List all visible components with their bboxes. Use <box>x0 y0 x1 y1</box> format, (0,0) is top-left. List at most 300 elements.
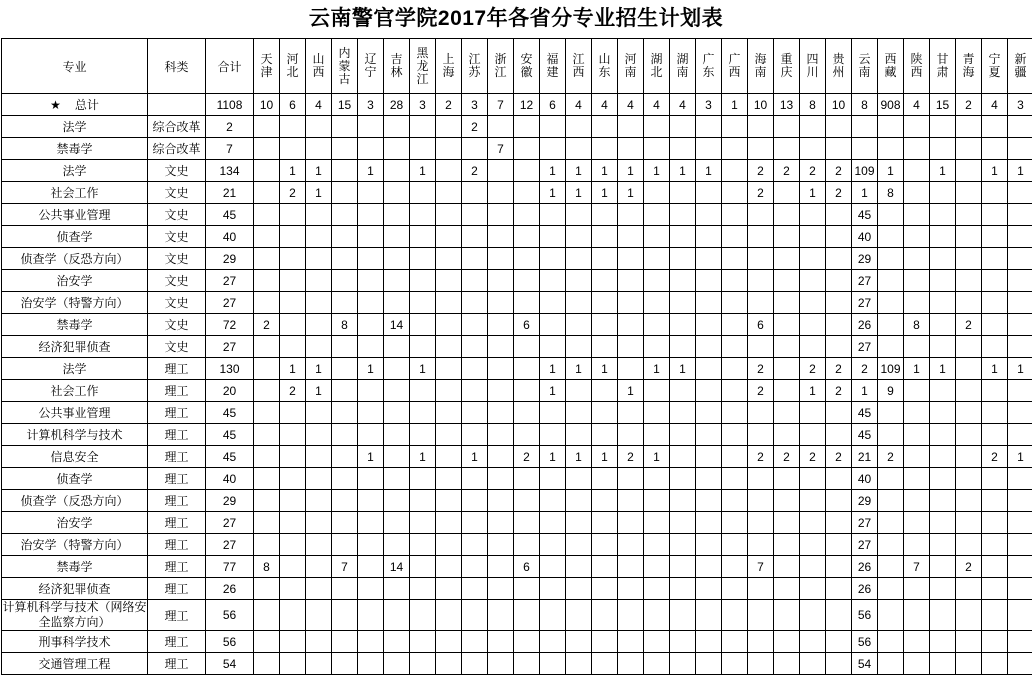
cell-province-value <box>254 534 280 556</box>
cell-province-value: 27 <box>852 512 878 534</box>
cell-province-value: 1 <box>566 182 592 204</box>
cell-province-value <box>358 534 384 556</box>
cell-province-value <box>306 534 332 556</box>
cell-province-value <box>592 138 618 160</box>
cell-province-value <box>826 116 852 138</box>
cell-province-value <box>462 424 488 446</box>
cell-province-value: 1 <box>306 380 332 402</box>
cell-province-value <box>904 270 930 292</box>
cell-province-value <box>878 226 904 248</box>
cell-province-value <box>280 204 306 226</box>
cell-province-value: 9 <box>878 380 904 402</box>
cell-province-value <box>826 204 852 226</box>
cell-province-value <box>436 182 462 204</box>
cell-province-value <box>358 138 384 160</box>
cell-province-value <box>904 490 930 512</box>
cell-major: 治安学 <box>2 512 148 534</box>
cell-province-value: 2 <box>748 380 774 402</box>
cell-province-value <box>540 631 566 653</box>
cell-kelei: 理工 <box>148 512 206 534</box>
cell-province-value <box>982 534 1008 556</box>
cell-province-value <box>722 336 748 358</box>
cell-province-value <box>618 490 644 512</box>
cell-province-value <box>280 270 306 292</box>
cell-province-value <box>514 292 540 314</box>
cell-province-value <box>514 424 540 446</box>
cell-province-value <box>254 138 280 160</box>
cell-province-value <box>878 204 904 226</box>
cell-province-value <box>436 402 462 424</box>
cell-province-value <box>1008 424 1032 446</box>
cell-province-value <box>878 556 904 578</box>
cell-province-value <box>982 226 1008 248</box>
cell-province-value: 1 <box>280 358 306 380</box>
cell-province-value <box>540 424 566 446</box>
cell-province-value <box>852 138 878 160</box>
header-province: 内蒙古 <box>332 39 358 94</box>
cell-province-value <box>436 226 462 248</box>
cell-province-value <box>410 314 436 336</box>
cell-province-value <box>462 556 488 578</box>
header-province: 黑龙江 <box>410 39 436 94</box>
cell-province-value <box>1008 534 1032 556</box>
cell-province-value: 2 <box>982 446 1008 468</box>
cell-province-value <box>670 204 696 226</box>
cell-province-value <box>748 270 774 292</box>
cell-province-value <box>1008 314 1032 336</box>
cell-province-value <box>488 402 514 424</box>
cell-province-value <box>436 314 462 336</box>
cell-province-value <box>696 358 722 380</box>
cell-province-value <box>306 116 332 138</box>
cell-province-value <box>254 358 280 380</box>
cell-province-value <box>956 116 982 138</box>
cell-province-value <box>332 358 358 380</box>
cell-province-value <box>1008 556 1032 578</box>
cell-province-value: 2 <box>618 446 644 468</box>
cell-province-value <box>982 578 1008 600</box>
cell-province-value <box>540 248 566 270</box>
cell-province-value: 4 <box>982 94 1008 116</box>
cell-kelei: 理工 <box>148 490 206 512</box>
cell-province-value <box>670 490 696 512</box>
cell-province-value <box>384 182 410 204</box>
table-row <box>2 653 1032 675</box>
cell-province-value <box>644 336 670 358</box>
cell-province-value <box>514 631 540 653</box>
cell-province-value <box>280 424 306 446</box>
cell-province-value <box>384 248 410 270</box>
cell-province-value <box>774 314 800 336</box>
cell-province-value: 14 <box>384 556 410 578</box>
table-row <box>2 204 1032 226</box>
cell-province-value <box>618 468 644 490</box>
cell-province-value <box>618 512 644 534</box>
cell-province-value <box>722 380 748 402</box>
cell-province-value <box>410 402 436 424</box>
cell-province-value: 1 <box>410 160 436 182</box>
cell-province-value <box>696 292 722 314</box>
cell-province-value <box>358 468 384 490</box>
cell-province-value <box>774 270 800 292</box>
cell-province-value <box>826 512 852 534</box>
cell-province-value: 1 <box>540 446 566 468</box>
cell-province-value <box>644 270 670 292</box>
cell-province-value <box>982 380 1008 402</box>
cell-major: 计算机科学与技术（网络安全监察方向） <box>2 600 148 631</box>
cell-province-value <box>904 600 930 631</box>
cell-province-value <box>722 653 748 675</box>
cell-province-value <box>956 600 982 631</box>
cell-province-value <box>956 204 982 226</box>
cell-province-value: 3 <box>358 94 384 116</box>
cell-province-value <box>878 424 904 446</box>
cell-province-value <box>384 116 410 138</box>
cell-province-value <box>540 292 566 314</box>
cell-province-value <box>280 578 306 600</box>
cell-province-value <box>540 600 566 631</box>
table-row <box>2 600 1032 631</box>
header-province: 河北 <box>280 39 306 94</box>
cell-province-value <box>280 138 306 160</box>
cell-province-value <box>488 653 514 675</box>
cell-province-value <box>800 226 826 248</box>
cell-kelei: 文史 <box>148 204 206 226</box>
cell-province-value: 1 <box>930 358 956 380</box>
cell-province-value <box>436 490 462 512</box>
cell-province-value <box>696 336 722 358</box>
cell-province-value <box>904 380 930 402</box>
cell-province-value: 7 <box>488 138 514 160</box>
cell-province-value <box>436 446 462 468</box>
cell-province-value <box>878 512 904 534</box>
cell-kelei: 理工 <box>148 358 206 380</box>
cell-province-value <box>800 600 826 631</box>
cell-province-value <box>774 182 800 204</box>
cell-province-value <box>592 402 618 424</box>
cell-province-value <box>280 402 306 424</box>
cell-province-value <box>644 138 670 160</box>
cell-province-value <box>618 138 644 160</box>
cell-province-value: 1 <box>566 160 592 182</box>
cell-province-value <box>332 380 358 402</box>
cell-province-value <box>384 336 410 358</box>
cell-province-value: 54 <box>852 653 878 675</box>
cell-province-value <box>462 182 488 204</box>
cell-province-value <box>306 292 332 314</box>
cell-province-value: 1 <box>462 446 488 468</box>
cell-province-value <box>670 424 696 446</box>
cell-total: 56 <box>206 631 254 653</box>
table-row <box>2 468 1032 490</box>
cell-province-value <box>696 138 722 160</box>
cell-province-value <box>774 424 800 446</box>
cell-province-value <box>800 631 826 653</box>
cell-province-value <box>332 138 358 160</box>
cell-province-value <box>592 204 618 226</box>
cell-province-value <box>878 468 904 490</box>
cell-province-value <box>592 600 618 631</box>
cell-province-value <box>410 380 436 402</box>
cell-province-value: 1 <box>540 380 566 402</box>
cell-province-value <box>800 204 826 226</box>
cell-province-value <box>566 380 592 402</box>
table-row <box>2 490 1032 512</box>
cell-province-value <box>748 534 774 556</box>
cell-province-value <box>566 116 592 138</box>
cell-province-value: 1 <box>592 446 618 468</box>
cell-province-value <box>748 631 774 653</box>
cell-province-value <box>384 292 410 314</box>
cell-province-value <box>332 653 358 675</box>
cell-province-value <box>358 248 384 270</box>
cell-province-value: 27 <box>852 292 878 314</box>
cell-province-value <box>696 490 722 512</box>
cell-province-value: 10 <box>748 94 774 116</box>
cell-province-value <box>904 204 930 226</box>
cell-province-value <box>722 270 748 292</box>
header-province: 宁夏 <box>982 39 1008 94</box>
cell-province-value: 6 <box>540 94 566 116</box>
cell-province-value <box>410 490 436 512</box>
cell-province-value <box>332 292 358 314</box>
cell-province-value <box>280 336 306 358</box>
cell-province-value <box>826 424 852 446</box>
cell-province-value: 56 <box>852 600 878 631</box>
cell-province-value <box>826 578 852 600</box>
cell-province-value <box>956 336 982 358</box>
total-text: 总计 <box>75 98 99 112</box>
cell-province-value <box>774 512 800 534</box>
cell-province-value: 1 <box>852 380 878 402</box>
cell-province-value <box>384 204 410 226</box>
cell-province-value: 1 <box>982 358 1008 380</box>
cell-province-value: 1 <box>670 358 696 380</box>
cell-province-value: 1 <box>696 160 722 182</box>
cell-province-value <box>618 578 644 600</box>
cell-province-value <box>644 468 670 490</box>
cell-province-value <box>618 292 644 314</box>
cell-province-value <box>592 116 618 138</box>
cell-province-value <box>332 182 358 204</box>
header-province: 贵州 <box>826 39 852 94</box>
cell-province-value <box>1008 292 1032 314</box>
cell-kelei: 文史 <box>148 314 206 336</box>
cell-province-value: 45 <box>852 402 878 424</box>
cell-province-value <box>670 248 696 270</box>
cell-province-value <box>722 600 748 631</box>
cell-province-value <box>436 556 462 578</box>
cell-province-value: 27 <box>852 534 878 556</box>
cell-kelei: 文史 <box>148 248 206 270</box>
cell-province-value <box>826 653 852 675</box>
cell-major: 刑事科学技术 <box>2 631 148 653</box>
cell-province-value <box>878 248 904 270</box>
cell-province-value: 1 <box>306 182 332 204</box>
cell-province-value <box>982 490 1008 512</box>
table-row <box>2 512 1032 534</box>
cell-province-value <box>566 512 592 534</box>
table-row <box>2 380 1032 402</box>
header-province: 重庆 <box>774 39 800 94</box>
cell-kelei: 文史 <box>148 160 206 182</box>
cell-province-value <box>540 116 566 138</box>
cell-province-value <box>358 512 384 534</box>
cell-province-value <box>930 116 956 138</box>
cell-province-value: 2 <box>748 358 774 380</box>
cell-province-value: 4 <box>618 94 644 116</box>
cell-province-value <box>436 138 462 160</box>
cell-province-value <box>826 336 852 358</box>
cell-province-value <box>670 578 696 600</box>
cell-total: 27 <box>206 270 254 292</box>
cell-province-value <box>1008 138 1032 160</box>
cell-province-value <box>618 270 644 292</box>
cell-kelei: 综合改革 <box>148 116 206 138</box>
cell-province-value <box>358 402 384 424</box>
cell-province-value <box>410 270 436 292</box>
cell-major: 法学 <box>2 160 148 182</box>
cell-province-value <box>540 578 566 600</box>
cell-province-value <box>566 336 592 358</box>
cell-total: 54 <box>206 653 254 675</box>
table-header-row <box>2 39 1032 94</box>
cell-province-value <box>462 248 488 270</box>
cell-province-value <box>982 336 1008 358</box>
cell-province-value <box>332 631 358 653</box>
cell-total: 72 <box>206 314 254 336</box>
cell-province-value <box>566 424 592 446</box>
cell-province-value <box>488 424 514 446</box>
cell-province-value <box>566 270 592 292</box>
cell-province-value <box>358 490 384 512</box>
cell-province-value <box>722 204 748 226</box>
header-province: 海南 <box>748 39 774 94</box>
cell-major: 法学 <box>2 116 148 138</box>
cell-province-value <box>878 402 904 424</box>
cell-province-value <box>618 653 644 675</box>
cell-province-value <box>436 578 462 600</box>
cell-province-value <box>514 468 540 490</box>
cell-province-value <box>592 336 618 358</box>
header-province: 陕西 <box>904 39 930 94</box>
cell-province-value <box>982 424 1008 446</box>
cell-province-value <box>956 446 982 468</box>
cell-province-value <box>332 578 358 600</box>
header-province: 四川 <box>800 39 826 94</box>
cell-province-value: 109 <box>878 358 904 380</box>
cell-province-value <box>800 402 826 424</box>
cell-province-value: 40 <box>852 226 878 248</box>
cell-province-value: 3 <box>696 94 722 116</box>
cell-major: 禁毒学 <box>2 138 148 160</box>
cell-province-value <box>618 402 644 424</box>
cell-province-value <box>1008 490 1032 512</box>
cell-province-value <box>1008 402 1032 424</box>
cell-province-value: 1 <box>800 380 826 402</box>
cell-province-value <box>488 248 514 270</box>
cell-province-value <box>826 226 852 248</box>
cell-province-value: 21 <box>852 446 878 468</box>
table-row <box>2 336 1032 358</box>
header-province: 辽宁 <box>358 39 384 94</box>
cell-province-value: 2 <box>826 182 852 204</box>
cell-province-value <box>462 402 488 424</box>
cell-province-value <box>618 556 644 578</box>
cell-province-value <box>982 138 1008 160</box>
table-row <box>2 270 1032 292</box>
cell-province-value <box>930 534 956 556</box>
cell-province-value <box>592 270 618 292</box>
cell-province-value <box>930 512 956 534</box>
cell-province-value: 26 <box>852 578 878 600</box>
cell-province-value <box>254 182 280 204</box>
cell-province-value: 1 <box>306 358 332 380</box>
cell-kelei <box>148 94 206 116</box>
cell-province-value <box>488 160 514 182</box>
cell-province-value <box>670 336 696 358</box>
header-province: 上海 <box>436 39 462 94</box>
cell-province-value <box>332 160 358 182</box>
cell-province-value <box>904 446 930 468</box>
cell-major: 公共事业管理 <box>2 402 148 424</box>
cell-province-value <box>956 138 982 160</box>
cell-province-value <box>306 402 332 424</box>
cell-province-value: 1 <box>306 160 332 182</box>
cell-province-value <box>956 424 982 446</box>
cell-province-value <box>644 490 670 512</box>
cell-province-value <box>410 248 436 270</box>
cell-province-value <box>280 556 306 578</box>
cell-kelei: 理工 <box>148 380 206 402</box>
cell-province-value <box>904 248 930 270</box>
cell-province-value <box>540 468 566 490</box>
cell-province-value <box>670 653 696 675</box>
cell-province-value <box>696 424 722 446</box>
cell-province-value <box>436 600 462 631</box>
cell-province-value: 4 <box>306 94 332 116</box>
cell-province-value: 2 <box>280 182 306 204</box>
cell-province-value <box>722 490 748 512</box>
cell-province-value <box>826 248 852 270</box>
cell-province-value <box>722 446 748 468</box>
cell-province-value <box>618 358 644 380</box>
cell-province-value: 4 <box>566 94 592 116</box>
cell-province-value <box>930 653 956 675</box>
cell-province-value: 3 <box>1008 94 1032 116</box>
cell-province-value: 27 <box>852 270 878 292</box>
cell-province-value: 1 <box>540 358 566 380</box>
cell-province-value <box>670 402 696 424</box>
cell-province-value: 8 <box>800 94 826 116</box>
cell-major: 治安学（特警方向） <box>2 292 148 314</box>
cell-province-value <box>332 468 358 490</box>
cell-province-value <box>982 248 1008 270</box>
cell-province-value: 8 <box>904 314 930 336</box>
cell-major: 法学 <box>2 358 148 380</box>
cell-province-value: 29 <box>852 490 878 512</box>
cell-province-value <box>280 600 306 631</box>
cell-province-value: 1 <box>644 160 670 182</box>
cell-province-value <box>982 468 1008 490</box>
cell-province-value <box>722 358 748 380</box>
cell-province-value <box>930 336 956 358</box>
cell-kelei: 理工 <box>148 424 206 446</box>
cell-province-value <box>1008 653 1032 675</box>
cell-province-value <box>618 248 644 270</box>
cell-province-value <box>306 512 332 534</box>
cell-province-value: 2 <box>800 358 826 380</box>
